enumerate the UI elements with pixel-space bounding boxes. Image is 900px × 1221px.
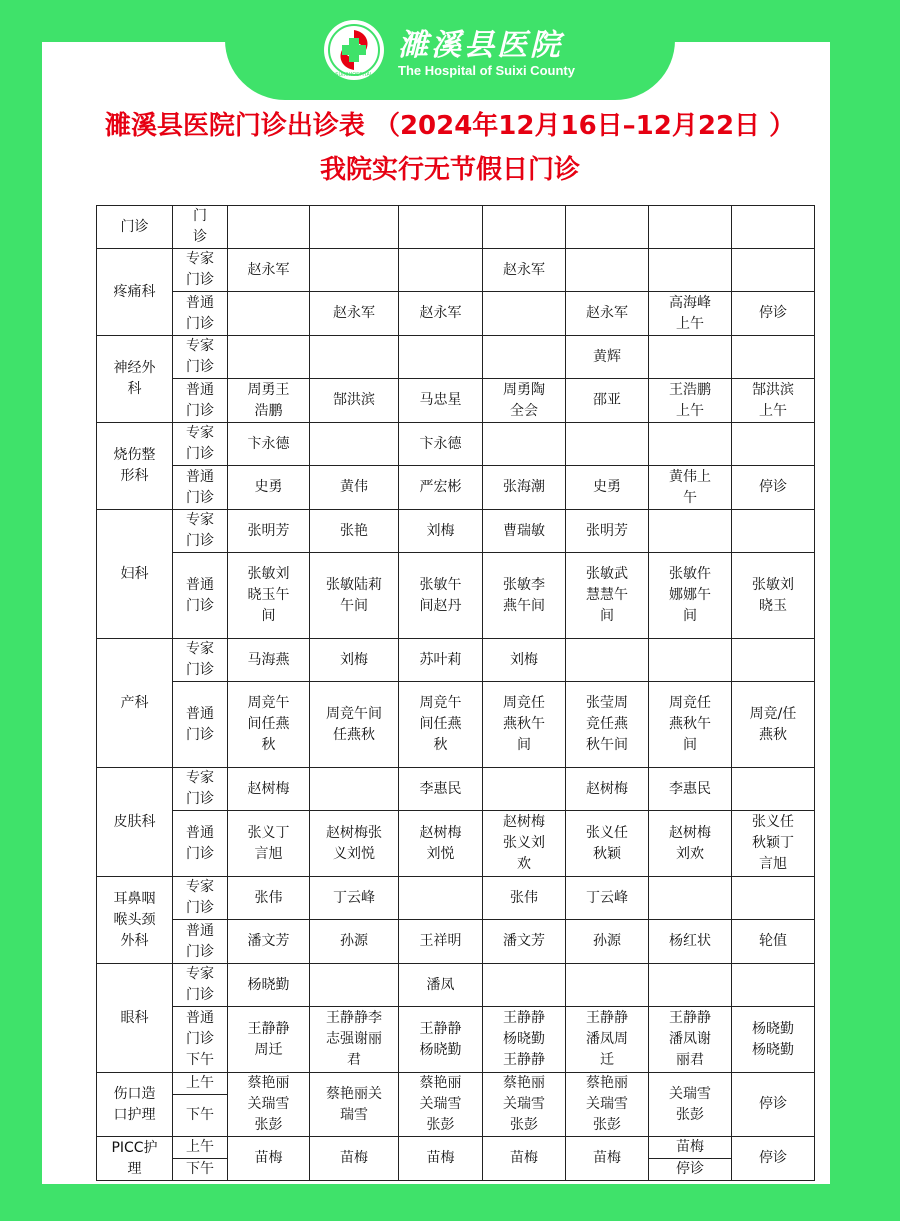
schedule-cell: 赵树梅 [228,768,310,811]
schedule-cell: 王静静李志强谢丽君 [310,1007,399,1073]
schedule-cell: 赵永军 [228,249,310,292]
dept-picc: PICC护理 [97,1137,173,1181]
schedule-cell: 邵亚 [566,379,649,423]
schedule-cell: 潘文芳 [228,920,310,964]
schedule-cell: 赵树梅刘欢 [649,811,732,877]
schedule-cell [483,423,566,466]
dept-gyn: 妇科 [97,510,173,639]
schedule-cell [228,336,310,379]
type-general: 普通门诊 [173,292,228,336]
schedule-cell: 周竞午间任燕秋 [310,682,399,768]
schedule-cell: 赵树梅张义刘欢 [483,811,566,877]
schedule-cell: 李惠民 [649,768,732,811]
schedule-cell: 蔡艳丽关瑞雪张彭 [228,1073,310,1137]
type-general: 普通门诊 [173,466,228,510]
schedule-cell: 蔡艳丽关瑞雪张彭 [483,1073,566,1137]
schedule-cell: 史勇 [566,466,649,510]
schedule-cell: 刘梅 [483,639,566,682]
schedule-cell: 周竞午间任燕秋 [399,682,483,768]
schedule-cell [649,423,732,466]
schedule-cell: 黄辉 [566,336,649,379]
table-row [97,682,815,768]
schedule-cell [649,964,732,1007]
schedule-cell: 苗梅 [310,1137,399,1181]
table-row [97,510,815,553]
schedule-cell: 苗梅 [228,1137,310,1181]
schedule-cell: 潘凤 [399,964,483,1007]
schedule-cell: 赵永军 [566,292,649,336]
schedule-cell: 刘梅 [310,639,399,682]
schedule-cell: 苏叶莉 [399,639,483,682]
schedule-cell: 郜洪滨 [310,379,399,423]
schedule-cell [483,292,566,336]
schedule-cell: 苗梅 [566,1137,649,1181]
schedule-cell [732,249,815,292]
schedule-cell: 赵树梅张义刘悦 [310,811,399,877]
schedule-cell [649,639,732,682]
schedule-table [96,205,815,1181]
type-pm: 下午 [173,1095,228,1137]
schedule-cell: 周竞/任燕秋 [732,682,815,768]
schedule-cell: 黄伟 [310,466,399,510]
schedule-cell: 停诊 [732,1073,815,1137]
schedule-cell [483,768,566,811]
schedule-cell: 潘文芳 [483,920,566,964]
schedule-cell: 张敏武慧慧午间 [566,553,649,639]
schedule-cell [732,423,815,466]
schedule-cell: 孙源 [310,920,399,964]
dept-neuro: 神经外科 [97,336,173,423]
schedule-cell [566,964,649,1007]
schedule-cell: 蔡艳丽关瑞雪张彭 [566,1073,649,1137]
schedule-cell [649,336,732,379]
schedule-cell [310,768,399,811]
schedule-title: 濉溪县医院门诊出诊表 （2024年12月16日–12月22日 ） [104,111,796,141]
schedule-cell: 王静静潘凤谢丽君 [649,1007,732,1073]
dept-wound: 伤口造口护理 [97,1073,173,1137]
schedule-cell: 张敏李燕午间 [483,553,566,639]
schedule-cell: 王静静周迁 [228,1007,310,1073]
header-empty-cell [228,206,310,249]
table-row [97,292,815,336]
schedule-cell [310,249,399,292]
schedule-cell: 张莹周竞任燕秋午间 [566,682,649,768]
dept-burn: 烧伤整形科 [97,423,173,510]
dept-pain: 疼痛科 [97,249,173,336]
type-am: 上午 [173,1137,228,1159]
header-empty-cell [649,206,732,249]
schedule-cell: 高海峰上午 [649,292,732,336]
schedule-cell: 张义任秋颖 [566,811,649,877]
schedule-cell: 苗梅 [649,1137,732,1159]
schedule-cell: 张海潮 [483,466,566,510]
schedule-cell: 严宏彬 [399,466,483,510]
schedule-cell [399,877,483,920]
table-row [97,553,815,639]
header-dept-cell: 门诊 [97,206,173,249]
schedule-cell [483,964,566,1007]
schedule-cell [228,292,310,336]
table-row [97,423,815,466]
schedule-cell: 孙源 [566,920,649,964]
schedule-cell: 赵树梅刘悦 [399,811,483,877]
schedule-cell: 张伟 [483,877,566,920]
table-row [97,639,815,682]
type-general: 普通门诊 [173,811,228,877]
svg-text:SUIXIHOSPITAL: SUIXIHOSPITAL [335,72,373,78]
schedule-cell: 史勇 [228,466,310,510]
schedule-cell: 卞永德 [228,423,310,466]
table-row [97,920,815,964]
schedule-cell: 赵永军 [310,292,399,336]
schedule-cell: 轮值 [732,920,815,964]
schedule-cell: 张义丁言旭 [228,811,310,877]
header-empty-cell [732,206,815,249]
schedule-cell [649,510,732,553]
schedule-cell: 杨晓勤杨晓勤 [732,1007,815,1073]
type-general-pm: 普通门诊下午 [173,1007,228,1073]
type-expert: 专家门诊 [173,510,228,553]
schedule-cell: 停诊 [732,292,815,336]
schedule-cell: 停诊 [732,1137,815,1181]
header-empty-cell [399,206,483,249]
header-empty-cell [310,206,399,249]
table-row [97,466,815,510]
schedule-cell [566,423,649,466]
schedule-cell: 苗梅 [399,1137,483,1181]
hospital-logo-icon [322,18,386,82]
table-row [97,768,815,811]
schedule-cell: 张敏午间赵丹 [399,553,483,639]
schedule-cell: 蔡艳丽关瑞雪 [310,1073,399,1137]
schedule-cell: 张敏陆莉午间 [310,553,399,639]
schedule-cell [649,249,732,292]
schedule-cell [566,639,649,682]
schedule-cell: 王静静潘凤周迁 [566,1007,649,1073]
schedule-cell: 刘梅 [399,510,483,553]
type-expert: 专家门诊 [173,877,228,920]
dept-eye: 眼科 [97,964,173,1073]
table-row [97,1137,815,1159]
table-row [97,379,815,423]
type-expert: 专家门诊 [173,249,228,292]
schedule-cell: 赵永军 [483,249,566,292]
header-empty-cell [483,206,566,249]
schedule-cell: 周勇陶全会 [483,379,566,423]
schedule-cell [732,639,815,682]
schedule-cell: 张伟 [228,877,310,920]
table-row [97,206,815,249]
type-general: 普通门诊 [173,553,228,639]
table-row [97,249,815,292]
schedule-cell: 赵树梅 [566,768,649,811]
dept-derm: 皮肤科 [97,768,173,877]
table-row [97,877,815,920]
dept-ent: 耳鼻咽喉头颈外科 [97,877,173,964]
schedule-cell [399,336,483,379]
schedule-cell [399,249,483,292]
schedule-cell: 丁云峰 [566,877,649,920]
schedule-cell: 周竞任燕秋午间 [483,682,566,768]
schedule-cell: 李惠民 [399,768,483,811]
schedule-cell: 周竞午间任燕秋 [228,682,310,768]
type-general: 普通门诊 [173,920,228,964]
schedule-cell: 停诊 [649,1159,732,1181]
dept-obs: 产科 [97,639,173,768]
type-expert: 专家门诊 [173,423,228,466]
schedule-cell: 王祥明 [399,920,483,964]
schedule-cell: 黄伟上午 [649,466,732,510]
schedule-cell: 丁云峰 [310,877,399,920]
schedule-cell [310,336,399,379]
table-row [97,1007,815,1073]
schedule-cell: 杨红状 [649,920,732,964]
schedule-cell: 关瑞雪张彭 [649,1073,732,1137]
schedule-cell [483,336,566,379]
schedule-cell: 杨晓勤 [228,964,310,1007]
schedule-cell [732,336,815,379]
schedule-cell: 张明芳 [228,510,310,553]
type-expert: 专家门诊 [173,964,228,1007]
schedule-cell [566,249,649,292]
schedule-cell [649,877,732,920]
schedule-cell: 张敏刘晓玉 [732,553,815,639]
schedule-cell: 马忠星 [399,379,483,423]
schedule-cell: 卞永德 [399,423,483,466]
type-expert: 专家门诊 [173,336,228,379]
schedule-cell: 王浩鹏上午 [649,379,732,423]
schedule-cell [732,768,815,811]
header-empty-cell [566,206,649,249]
schedule-cell: 马海燕 [228,639,310,682]
hospital-name-cn: 濉溪县医院 [398,28,563,63]
schedule-cell: 张敏刘晓玉午间 [228,553,310,639]
schedule-cell [310,423,399,466]
type-general: 普通门诊 [173,379,228,423]
schedule-cell: 赵永军 [399,292,483,336]
schedule-cell: 张明芳 [566,510,649,553]
schedule-cell: 郜洪滨上午 [732,379,815,423]
schedule-cell: 周勇王浩鹏 [228,379,310,423]
schedule-cell: 停诊 [732,466,815,510]
schedule-cell: 张敏仵娜娜午间 [649,553,732,639]
schedule-cell [732,964,815,1007]
schedule-cell: 王静静杨晓勤王静静 [483,1007,566,1073]
header-type-cell: 门诊 [173,206,228,249]
table-row [97,964,815,1007]
schedule-cell: 张艳 [310,510,399,553]
type-expert: 专家门诊 [173,639,228,682]
hospital-name-en: The Hospital of Suixi County [398,63,575,78]
schedule-cell: 苗梅 [483,1137,566,1181]
type-pm: 下午 [173,1159,228,1181]
schedule-cell: 周竞任燕秋午间 [649,682,732,768]
schedule-subtitle: 我院实行无节假日门诊 [319,155,580,185]
type-expert: 专家门诊 [173,768,228,811]
schedule-cell [732,877,815,920]
type-general: 普通门诊 [173,682,228,768]
schedule-cell: 曹瑞敏 [483,510,566,553]
schedule-cell: 王静静杨晓勤 [399,1007,483,1073]
table-row [97,811,815,877]
table-row [97,1073,815,1095]
schedule-cell: 蔡艳丽关瑞雪张彭 [399,1073,483,1137]
table-row [97,336,815,379]
schedule-cell [732,510,815,553]
schedule-cell: 张义任秋颖丁言旭 [732,811,815,877]
type-am: 上午 [173,1073,228,1095]
schedule-cell [310,964,399,1007]
